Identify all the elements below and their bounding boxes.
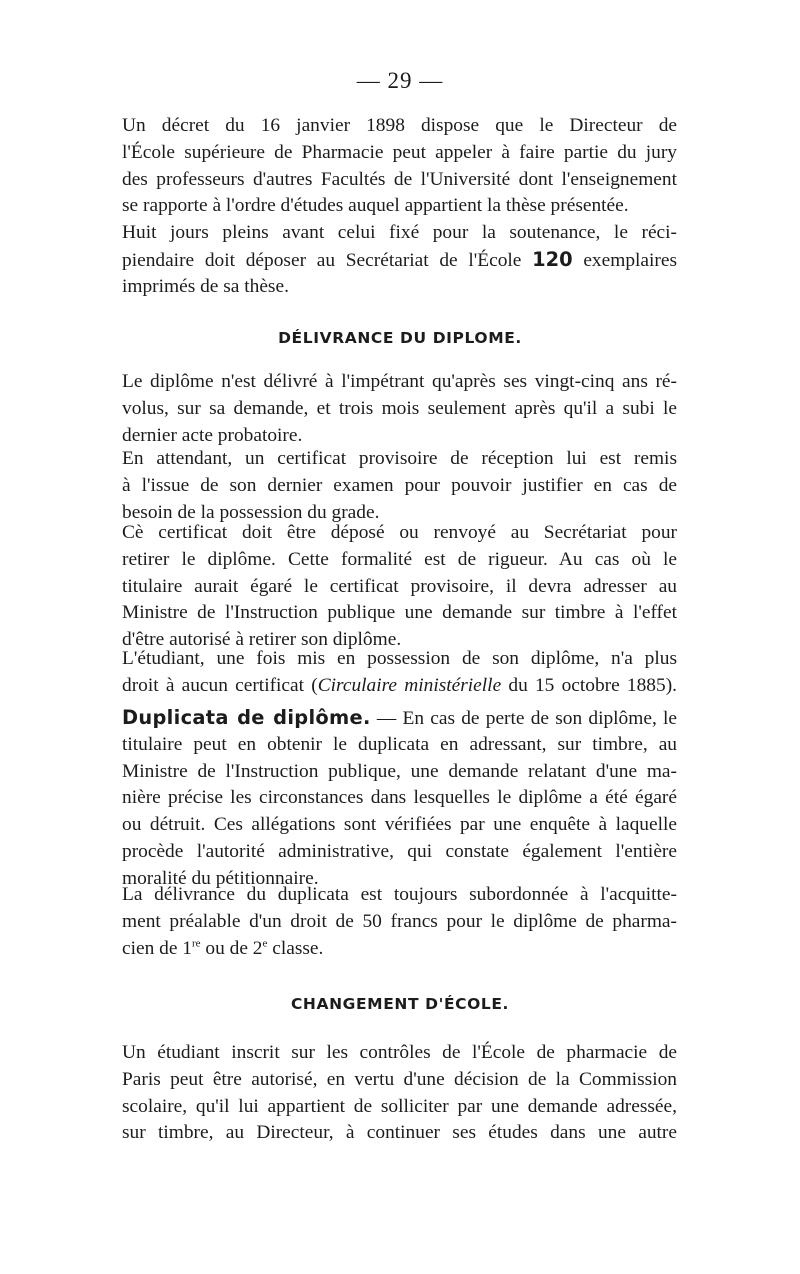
paragraph-certificat xyxy=(122,520,677,654)
paragraph-changement xyxy=(122,1040,677,1147)
copies-count: 120 xyxy=(532,247,573,271)
paragraph-attendant xyxy=(122,446,677,526)
text-line: retirer le diplôme. Cette formalité est de rigueur. Au cas où le xyxy=(122,548,677,570)
text-line: scolaire, qu'il lui appartient de solliciter par une demande adressée, xyxy=(122,1095,677,1117)
paragraph-delivrance-duplicata xyxy=(122,882,677,962)
text-line: ou détruit. Ces allégations sont vérifiées par une enquête à laquelle xyxy=(122,814,677,836)
text-run: — En cas de perte de son diplôme, le xyxy=(370,708,678,729)
text-run: exemplaires xyxy=(572,249,677,271)
text-line: volus, sur sa demande, et trois mois seulement après qu'il a subi le xyxy=(122,397,677,419)
text-line: La délivrance du duplicata est toujours subordonnée à l'acquitte- xyxy=(122,884,677,905)
text-line: Un décret du 16 janvier 1898 dispose que le Directeur de xyxy=(122,115,677,136)
text-line: titulaire peut en obtenir le duplicata en adressant, sur timbre, au xyxy=(122,733,677,755)
section-heading-changement: CHANGEMENT D'ÉCOLE. xyxy=(290,995,510,1013)
paragraph-huit-jours xyxy=(122,220,677,300)
text-line: imprimés de sa thèse. xyxy=(122,275,289,297)
text-line xyxy=(122,673,677,700)
text-run: piendaire doit déposer au Secrétariat de l'École xyxy=(122,249,533,271)
paragraph-duplicata xyxy=(122,705,677,893)
text-line: l'École supérieure de Pharmacie peut appeler à faire partie du jury xyxy=(122,141,677,163)
text-line: ment préalable d'un droit de 50 francs pour le diplôme de pharma- xyxy=(122,910,677,932)
paragraph-etudiant xyxy=(122,646,677,700)
superscript: e xyxy=(262,937,268,950)
page-number: — 29 — xyxy=(356,68,444,93)
text-line: moralité du pétitionnaire. xyxy=(122,867,319,889)
text-run: classe. xyxy=(267,937,324,959)
text-line: procède l'autorité administrative, qui constate également l'entière xyxy=(122,840,677,862)
section-heading-delivrance: DÉLIVRANCE DU DIPLOME. xyxy=(278,329,522,347)
text-line: Le diplôme n'est délivré à l'impétrant qu'après ses vingt-cinq ans ré- xyxy=(122,371,677,392)
text-line: d'être autorisé à retirer son diplôme. xyxy=(122,629,402,651)
text-line: Cè certificat doit être déposé ou renvoyé au Secrétariat pour xyxy=(122,522,677,543)
run-in-heading-duplicata: Duplicata de diplôme. xyxy=(122,706,371,729)
circular-reference: Circulaire ministérielle xyxy=(317,674,502,696)
text-line xyxy=(122,705,677,732)
text-run: du 15 octobre 1885). xyxy=(501,674,678,696)
text-run: droit à aucun certificat ( xyxy=(122,674,318,696)
text-line xyxy=(122,247,677,274)
paragraph-diplome xyxy=(122,369,677,449)
text-line: Ministre de l'Instruction publique une demande sur timbre à l'effet xyxy=(122,602,677,624)
text-run: ou de 2 xyxy=(200,937,263,959)
text-line: Ministre de l'Instruction publique, une demande relatant d'une ma- xyxy=(122,760,677,782)
paragraph-decret xyxy=(122,113,677,220)
text-line: dernier acte probatoire. xyxy=(122,424,303,446)
text-line: nière précise les circonstances dans lesquelles le diplôme a été égaré xyxy=(122,787,677,809)
text-line: se rapporte à l'ordre d'études auquel appartient la thèse présentée. xyxy=(122,195,629,217)
text-line: des professeurs d'autres Facultés de l'Université dont l'enseignement xyxy=(122,168,677,190)
text-line: Paris peut être autorisé, en vertu d'une décision de la Commission xyxy=(122,1068,677,1090)
superscript: re xyxy=(192,937,201,950)
text-line: titulaire aurait égaré le certificat provisoire, il devra adresser au xyxy=(122,575,677,597)
text-line: L'étudiant, une fois mis en possession de son diplôme, n'a plus xyxy=(122,648,677,669)
text-line: En attendant, un certificat provisoire de réception lui est remis xyxy=(122,448,677,469)
text-line: Huit jours pleins avant celui fixé pour la soutenance, le réci- xyxy=(122,222,677,243)
text-run: cien de 1 xyxy=(122,937,192,959)
text-line: Un étudiant inscrit sur les contrôles de l'École de pharmacie de xyxy=(122,1042,677,1063)
text-line: sur timbre, au Directeur, à continuer ses études dans une autre xyxy=(122,1122,677,1144)
text-line: besoin de la possession du grade. xyxy=(122,501,380,523)
text-line xyxy=(122,936,677,963)
text-line: à l'issue de son dernier examen pour pouvoir justifier en cas de xyxy=(122,474,677,496)
